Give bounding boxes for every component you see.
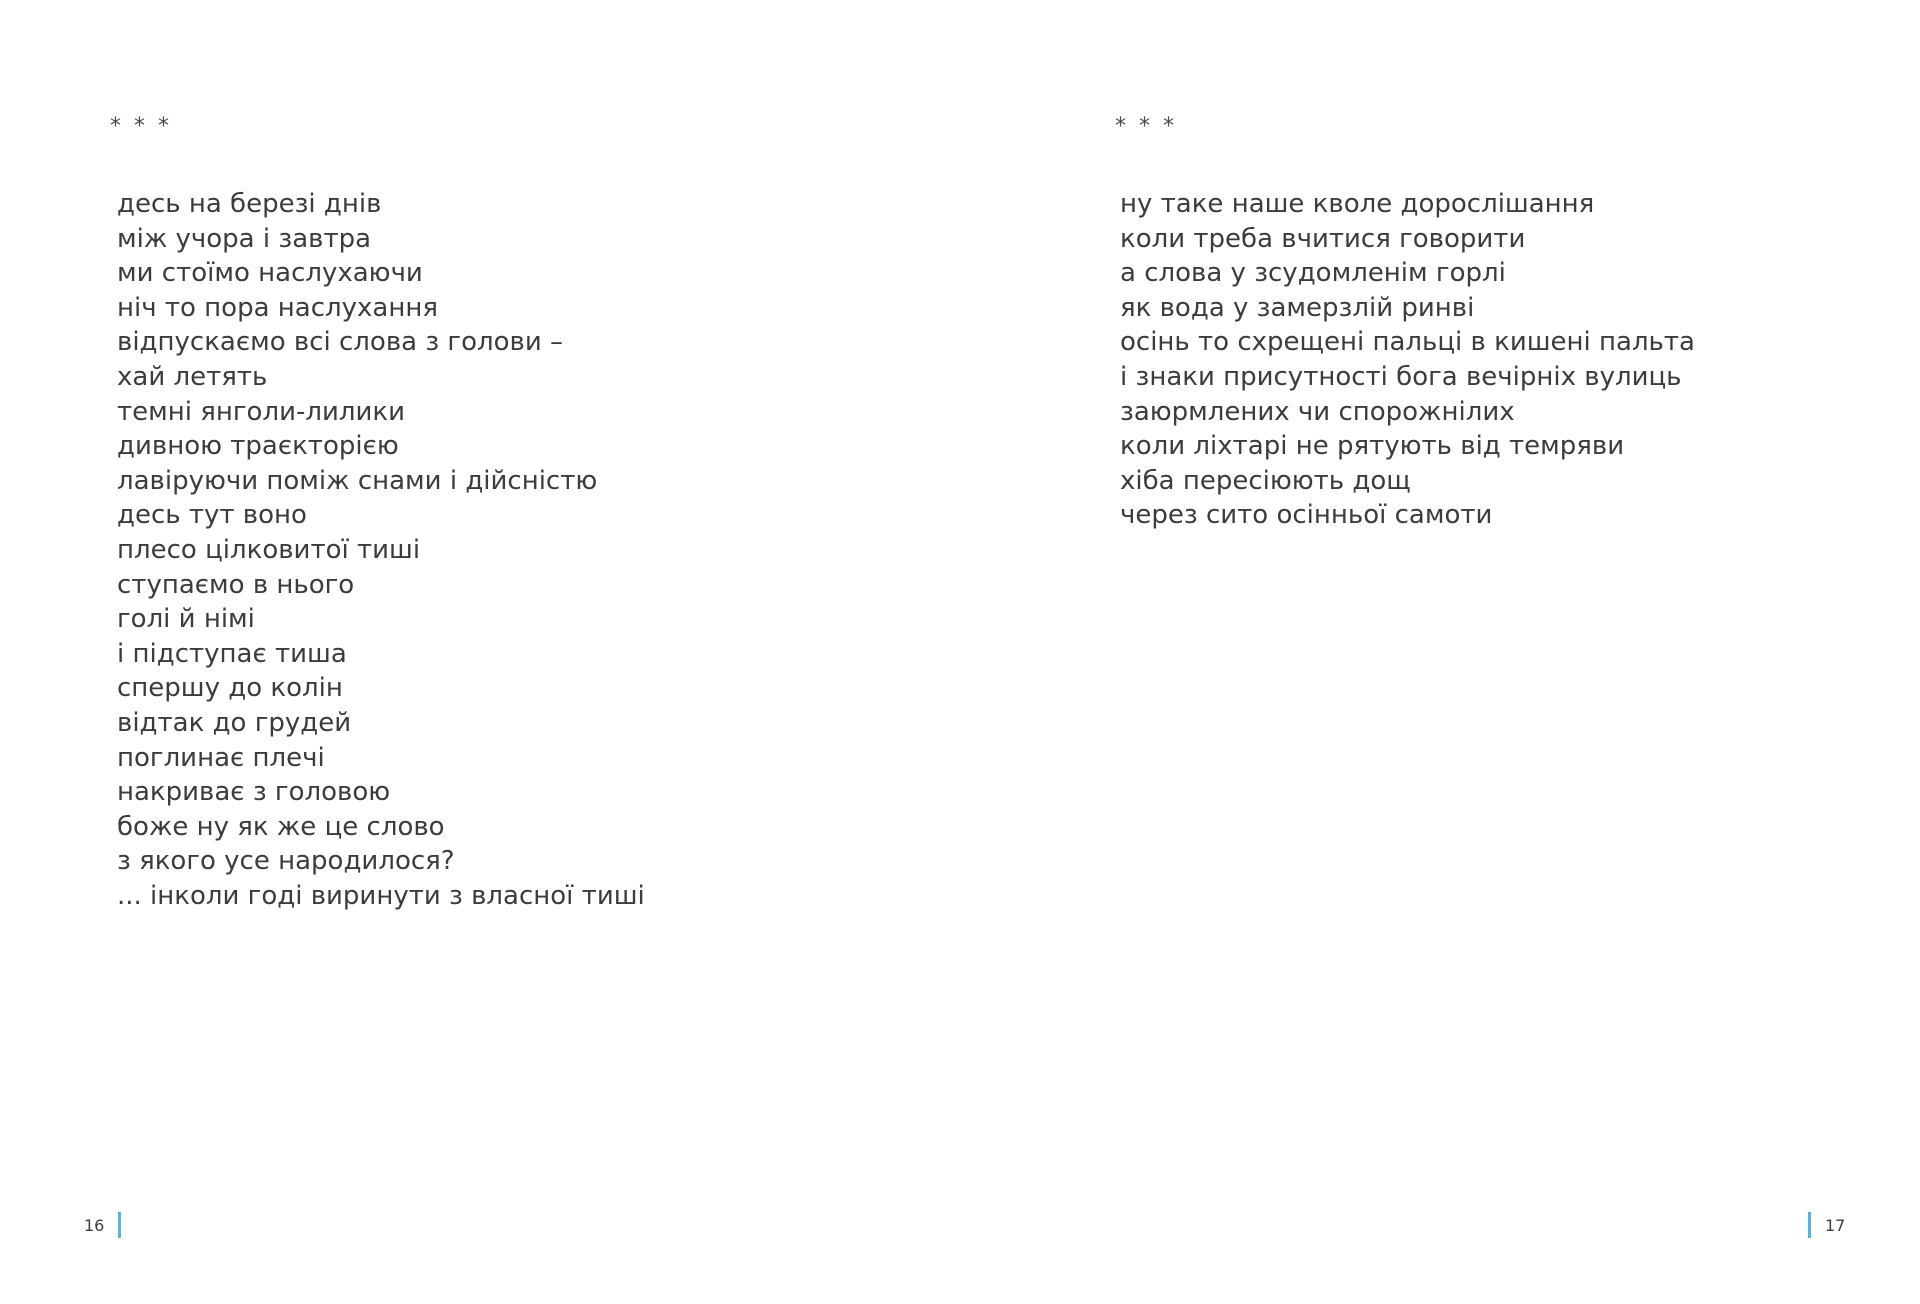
poem-line: ну таке наше кволе дорослішання — [1120, 189, 1595, 219]
poem-line: плесо цілковитої тиші — [117, 534, 421, 565]
poem-line: хіба пересіюють дощ — [1120, 465, 1411, 496]
poem-line: темні янголи-лилики — [117, 396, 405, 427]
poem-line: коли ліхтарі не рятують від темряви — [1120, 431, 1625, 462]
folio-bar — [118, 1212, 121, 1238]
left-folio — [84, 1212, 121, 1238]
poem-line: через сито осінньої самоти — [1120, 500, 1493, 531]
poem-line: боже ну як же це слово — [117, 811, 445, 842]
poem-line: заюрмлених чи спорожнілих — [1120, 396, 1515, 427]
poem-line: хай летять — [117, 361, 268, 392]
right-page — [960, 0, 1920, 1304]
right-poem — [1120, 187, 1695, 533]
poem-line: ніч то пора наслухання — [117, 292, 438, 323]
poem-line: дивною траєкторією — [117, 431, 399, 462]
poem-line: лавіруючи поміж снами і дійсністю — [117, 465, 598, 496]
poem-line: ми стоїмо наслухаючи — [117, 258, 423, 289]
poem-line: голі й німі — [117, 604, 255, 635]
right-folio — [1808, 1212, 1845, 1238]
poem-line: і знаки присутності бога вечірніх вулиць — [1120, 361, 1682, 392]
poem-line: ... інколи годі виринути з власної тиші — [117, 880, 645, 911]
left-poem-separator: * * * — [110, 114, 172, 139]
poem-line: з якого усе народилося? — [117, 846, 455, 877]
poem-line: між учора і завтра — [117, 223, 372, 254]
folio-bar — [1808, 1212, 1811, 1238]
poem-line: спершу до колін — [117, 673, 343, 704]
poem-line: осінь то схрещені пальці в кишені пальта — [1120, 327, 1695, 358]
poem-line: відпускаємо всі слова з голови – — [117, 327, 564, 358]
poem-line: поглинає плечі — [117, 742, 325, 773]
poem-line: десь тут воно — [117, 500, 307, 531]
poem-line: як вода у замерзлій ринві — [1120, 292, 1475, 323]
poem-line: накриває з головою — [117, 777, 391, 808]
poem-line: а слова у зсудомленім горлі — [1120, 258, 1506, 289]
poem-line: відтак до грудей — [117, 707, 352, 738]
poem-line: і підступає тиша — [117, 638, 347, 669]
right-poem-separator: * * * — [1115, 114, 1177, 139]
poem-line: десь на березі днів — [117, 189, 382, 219]
poem-line: ступаємо в нього — [117, 569, 355, 600]
page-number: 16 — [84, 1215, 105, 1235]
left-poem — [117, 187, 645, 913]
page-number: 17 — [1825, 1215, 1846, 1235]
poem-line: коли треба вчитися говорити — [1120, 223, 1526, 254]
